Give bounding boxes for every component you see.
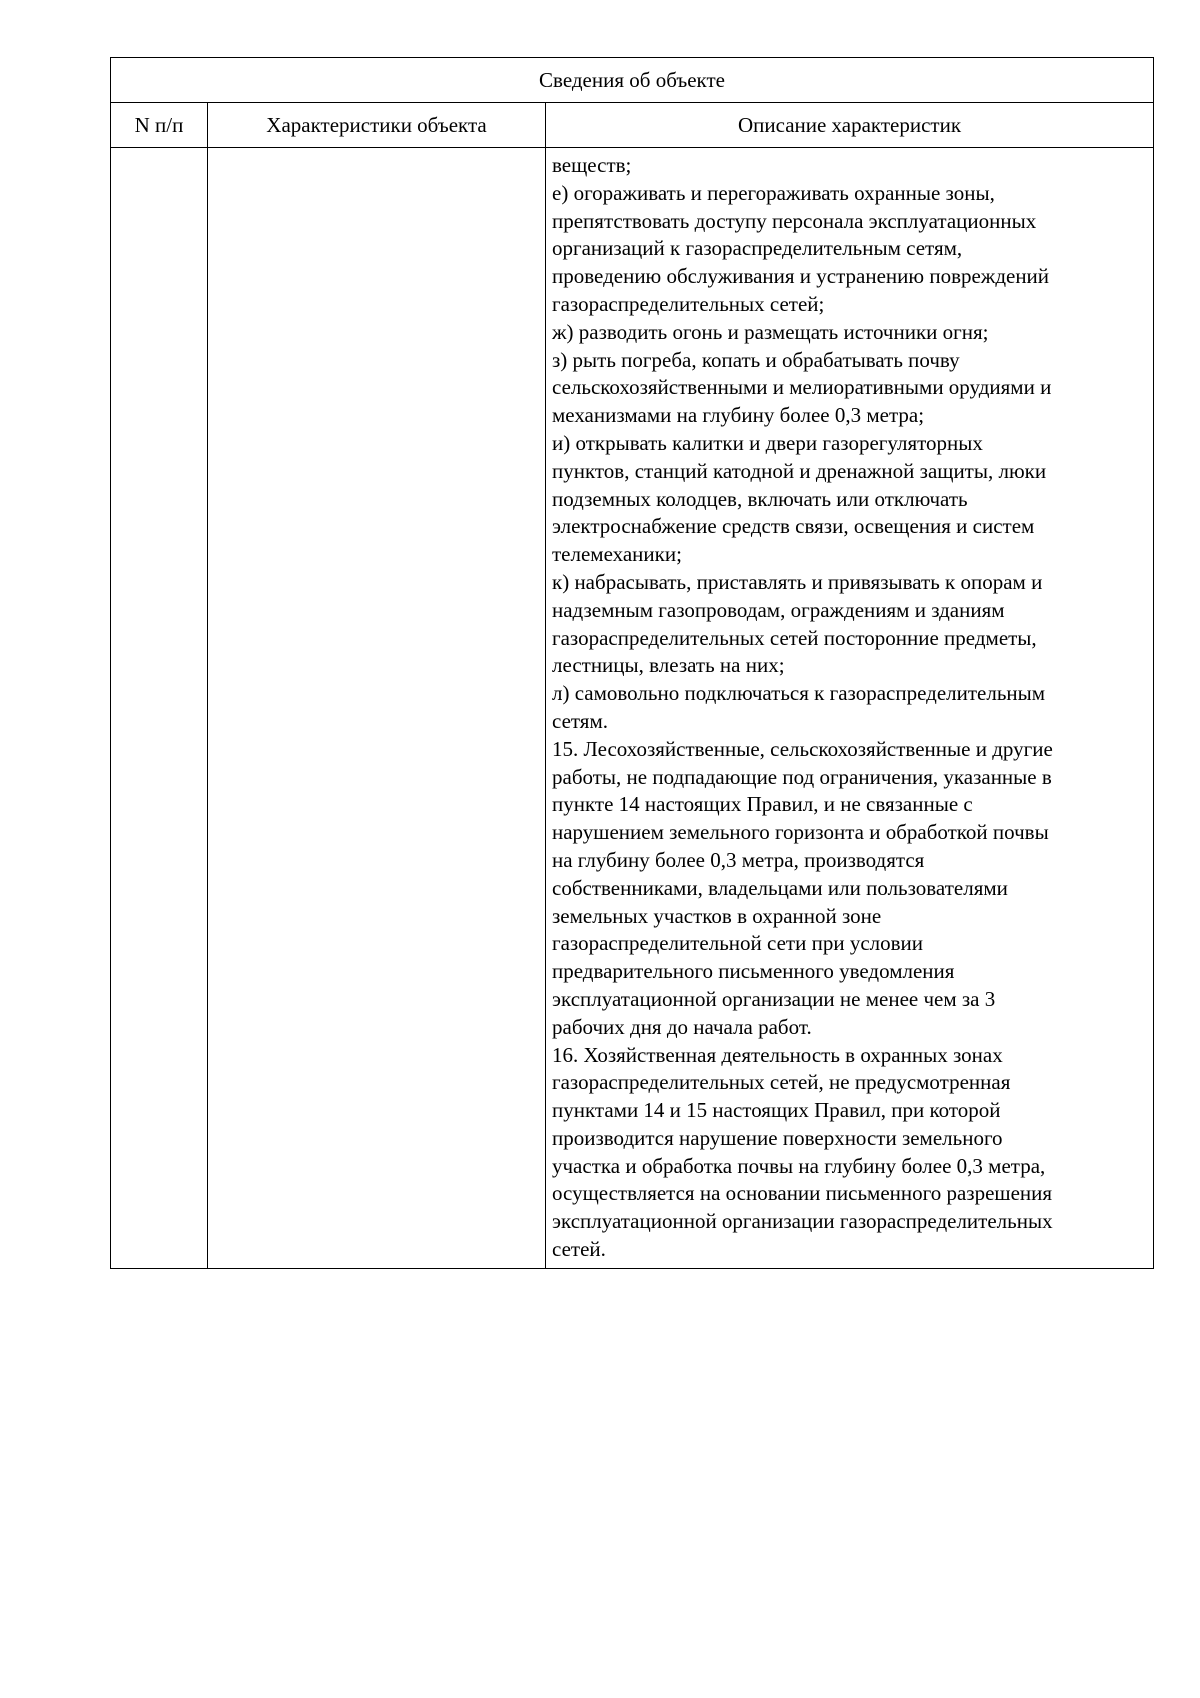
cell-description xyxy=(546,148,1154,1269)
description-line: препятствовать доступу персонала эксплуатационных xyxy=(552,208,1037,233)
table-title: Сведения об объекте xyxy=(111,58,1154,103)
description-line: веществ; xyxy=(552,153,632,177)
description-line: эксплуатационной организации газораспределительных xyxy=(552,1209,1053,1234)
description-line: пункте 14 настоящих Правил, и не связанные с xyxy=(552,792,973,817)
description-line: участка и обработка почвы на глубину более 0,3 метра, xyxy=(552,1153,1046,1178)
description-line: к) набрасывать, приставлять и привязывать к опорам и xyxy=(552,569,1043,594)
description-line: предварительного письменного уведомления xyxy=(552,959,955,984)
description-line: механизмами на глубину более 0,3 метра; xyxy=(552,403,925,428)
header-characteristics: Характеристики объекта xyxy=(208,103,546,148)
description-line: эксплуатационной организации не менее чем за 3 xyxy=(552,986,996,1011)
description-line: пунктов, станций катодной и дренажной защиты, люки xyxy=(552,458,1047,483)
description-line: газораспределительных сетей; xyxy=(552,291,825,316)
description-line: проведению обслуживания и устранению повреждений xyxy=(552,264,1050,289)
description-line: 16. Хозяйственная деятельность в охранных зонах xyxy=(552,1042,1003,1067)
table-row xyxy=(111,148,1154,1269)
description-line: работы, не подпадающие под ограничения, указанные в xyxy=(552,764,1052,789)
description-line: земельных участков в охранной зоне xyxy=(552,903,882,928)
description-line: газораспределительных сетей посторонние предметы, xyxy=(552,625,1037,650)
description-text xyxy=(552,152,1147,1264)
description-line: газораспределительных сетей, не предусмотренная xyxy=(552,1070,1011,1095)
cell-characteristics xyxy=(208,148,546,1269)
description-line: л) самовольно подключаться к газораспределительным xyxy=(552,681,1046,706)
table-header-row xyxy=(111,103,1154,148)
description-line: организаций к газораспределительным сетям, xyxy=(552,236,963,261)
description-line: лестницы, влезать на них; xyxy=(552,653,785,678)
header-number: N п/п xyxy=(111,103,208,148)
description-line: з) рыть погреба, копать и обрабатывать почву xyxy=(552,347,960,372)
description-line: производится нарушение поверхности земельного xyxy=(552,1125,1003,1150)
header-description: Описание характеристик xyxy=(546,103,1154,148)
description-line: сетей. xyxy=(552,1237,606,1262)
object-info-table xyxy=(110,57,1154,1269)
description-line: газораспределительной сети при условии xyxy=(552,931,924,956)
description-line: рабочих дня до начала работ. xyxy=(552,1014,812,1039)
description-line: 15. Лесохозяйственные, сельскохозяйственные и другие xyxy=(552,736,1053,761)
description-line: нарушением земельного горизонта и обработкой почвы xyxy=(552,820,1049,845)
table-title-row xyxy=(111,58,1154,103)
cell-number xyxy=(111,148,208,1269)
description-line: надземным газопроводам, ограждениям и зданиям xyxy=(552,597,1005,622)
description-line: подземных колодцев, включать или отключать xyxy=(552,486,968,511)
description-line: пунктами 14 и 15 настоящих Правил, при которой xyxy=(552,1098,1001,1123)
description-line: телемеханики; xyxy=(552,542,682,567)
description-line: сетям. xyxy=(552,708,608,733)
description-line: осуществляется на основании письменного разрешения xyxy=(552,1181,1053,1206)
description-line: на глубину более 0,3 метра, производятся xyxy=(552,847,925,872)
description-line: электроснабжение средств связи, освещения и систем xyxy=(552,514,1035,539)
description-line: сельскохозяйственными и мелиоративными орудиями и xyxy=(552,375,1052,400)
description-line: ж) разводить огонь и размещать источники огня; xyxy=(552,319,989,344)
description-line: и) открывать калитки и двери газорегуляторных xyxy=(552,430,983,455)
description-line: собственниками, владельцами или пользователями xyxy=(552,875,1008,900)
description-line: е) огораживать и перегораживать охранные зоны, xyxy=(552,180,995,205)
